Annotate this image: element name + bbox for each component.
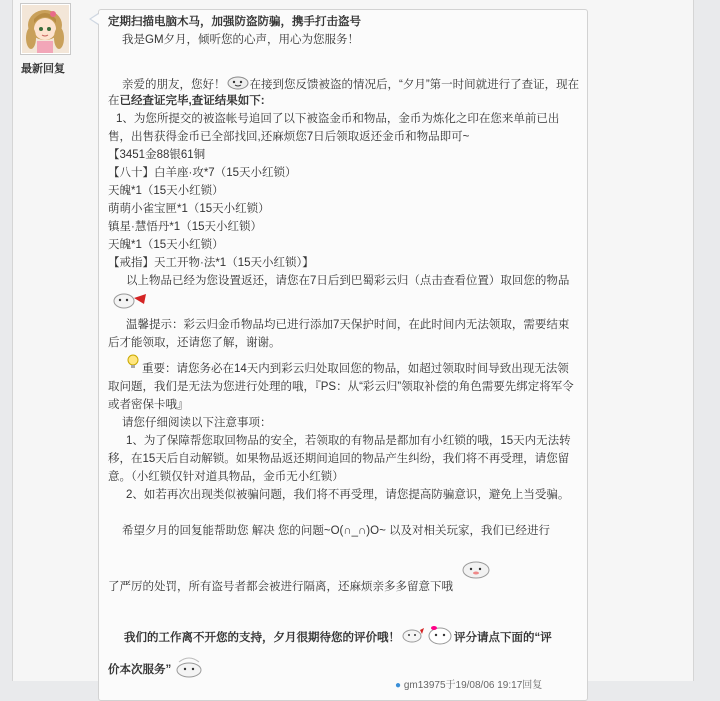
scrollbar[interactable] [704, 0, 720, 681]
emoticon-icon [110, 290, 150, 316]
post-heading: 定期扫描电脑木马，加强防盗防骗，携手打击盗号 [108, 16, 361, 28]
emoticon-icon [426, 624, 454, 652]
greeting-line: 亲爱的朋友，您好！ 在接到您反馈被盗的情况后，“夕月”第一时间就进行了查证，现在 [122, 74, 579, 96]
latest-reply-label: 最新回复 [21, 63, 65, 75]
paragraph-4: 重要：请您务必在14天内到彩云归处取回您的物品，如超过领取时间导致出现无法领取问题，我们是无法为您进行处理的哦，『PS：从“彩云归”领取补偿的角色需要先绑定将军令或者密保卡哦』 [108, 363, 574, 411]
avatar[interactable] [20, 3, 71, 55]
list-item: 【八十】白羊座·攻*7（15天小红锁） [108, 167, 297, 179]
avatar-girl-icon [22, 5, 69, 53]
paragraph-6b: 了严厉的处罚，所有盗号者都会被进行隔离，还麻烦亲多多留意下哦 [108, 581, 453, 593]
closing-line-2: 价本次服务” [108, 656, 207, 684]
list-item: 【戒指】天工开物·法*1（15天小红锁）】 [108, 257, 314, 269]
user-icon: ● [395, 680, 402, 691]
notice-item-1: 1、为了保障帮您取回物品的安全，若领取的有物品是都加有小红锁的哦，15天内无法转移，在15天后自动解锁。如果物品返还期间追回的物品产生纠纷，我们将不再受理，请您留意。（小红锁仅针对道具物品，金币无小红锁） [108, 435, 571, 483]
paragraph-1: 1、为您所提交的被盗帐号追回了以下被盗金币和物品，金币为炼化之印在您来单前已出售，出售获得金币已全部找回,还麻烦您7日后领取返还金币和物品即可~ [108, 113, 560, 143]
emoticon-icon [400, 626, 426, 650]
list-item: 【3451金88银61铜 [108, 149, 206, 161]
notice-item-2: 2、如若再次出现类似被骗问题，我们将不再受理，请您提高防骗意识，避免上当受骗。 [126, 489, 570, 501]
list-item: 镇星·慧悟丹*1（15天小红锁） [108, 221, 262, 233]
emoticon-icon [460, 558, 492, 586]
closing-line: 我们的工作离不开您的支持，夕月很期待您的评价哦！ 评分请点下面的“评 [124, 624, 552, 652]
paragraph-3: 温馨提示：彩云归金币物品均已进行添加7天保护时间，在此时间内无法领取，需要结束后才能领取，还请您了解，谢谢。 [108, 319, 570, 349]
list-item: 萌萌小雀宝匣*1（15天小红锁） [108, 203, 270, 215]
list-item: 天魄*1（15天小红锁） [108, 185, 224, 197]
notice-title: 请您仔细阅读以下注意事项： [122, 417, 272, 429]
list-item: 天魄*1（15天小红锁） [108, 239, 224, 251]
greeting-line-2: 在已经查证完毕,查证结果如下: [108, 95, 265, 107]
emoticon-icon [171, 656, 207, 684]
reply-footer-id: ● gm13975于19/08/06 19:17回复 [395, 680, 543, 691]
paragraph-2: 以上物品已经为您设置返还，请您在7日后到巴蜀彩云归（点击查看位置）取回您的物品 [126, 275, 570, 287]
intro-text: 我是GM夕月，倾听您的心声，用心为您服务！ [122, 34, 360, 46]
paragraph-6a: 希望夕月的回复能帮助您 解决 您的问题~O(∩_∩)O~ 以及对相关玩家，我们已经进行 [122, 525, 550, 537]
